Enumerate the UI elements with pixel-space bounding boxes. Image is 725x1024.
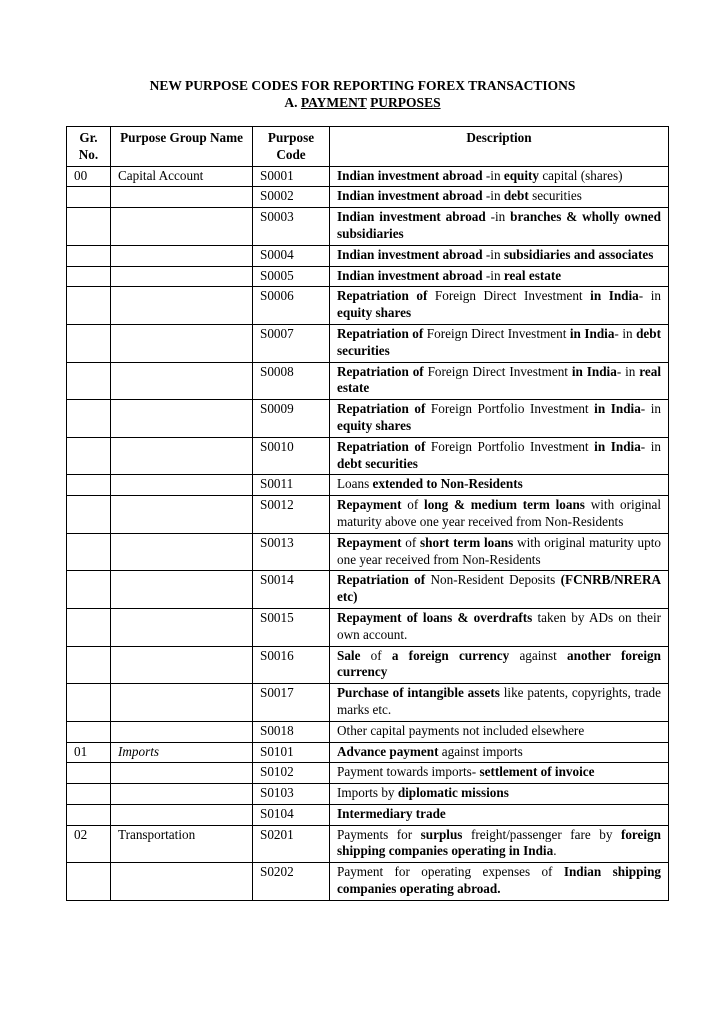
- cell-gr-no: 02: [67, 825, 111, 863]
- header-purpose-group-name: Purpose Group Name: [111, 127, 253, 167]
- cell-description: [330, 287, 669, 325]
- cell-gr-no: [67, 187, 111, 208]
- description-segment: against imports: [438, 743, 523, 759]
- table-row: [67, 863, 669, 901]
- table-row: [67, 784, 669, 805]
- cell-purpose-group-name: [111, 187, 253, 208]
- cell-purpose-code: S0005: [253, 266, 330, 287]
- description-segment: Foreign Direct Investment: [423, 363, 572, 379]
- cell-purpose-code: S0012: [253, 496, 330, 534]
- cell-purpose-group-name: Capital Account: [111, 166, 253, 187]
- cell-purpose-code: S0103: [253, 784, 330, 805]
- cell-gr-no: 01: [67, 742, 111, 763]
- cell-gr-no: 00: [67, 166, 111, 187]
- table-row: [67, 362, 669, 400]
- description-segment: in India: [569, 325, 615, 341]
- table-row: [67, 437, 669, 475]
- table-row: [67, 721, 669, 742]
- description-segment: - in: [638, 288, 661, 304]
- cell-purpose-code: S0007: [253, 324, 330, 362]
- cell-gr-no: [67, 608, 111, 646]
- description-segment: Indian investment abroad: [337, 267, 483, 283]
- cell-description: [330, 187, 669, 208]
- cell-gr-no: [67, 208, 111, 246]
- description-segment: -in: [482, 246, 504, 262]
- description-segment: Other capital payments not included elsewhere: [337, 722, 585, 738]
- cell-gr-no: [67, 245, 111, 266]
- description-segment: -in: [485, 209, 511, 225]
- description-segment: real estate: [503, 267, 562, 283]
- description-segment: diplomatic missions: [397, 785, 509, 801]
- cell-purpose-group-name: [111, 400, 253, 438]
- document-subtitle: [0, 95, 725, 111]
- cell-purpose-group-name: [111, 721, 253, 742]
- description-segment: Indian shipping companies operating abroad.: [337, 864, 661, 897]
- description-segment: Indian investment abroad: [337, 188, 483, 204]
- description-segment: Indian investment abroad: [337, 167, 483, 183]
- description-segment: in India: [571, 363, 617, 379]
- description-segment: with original maturity above one year received from Non-Residents: [337, 497, 661, 529]
- cell-purpose-group-name: [111, 571, 253, 609]
- description-segment: Repayment: [337, 497, 402, 513]
- description-segment: Repatriation of: [337, 363, 424, 379]
- cell-purpose-group-name: [111, 763, 253, 784]
- cell-purpose-code: S0104: [253, 804, 330, 825]
- table-row: [67, 496, 669, 534]
- cell-purpose-group-name: [111, 475, 253, 496]
- description-segment: Loans: [337, 476, 373, 492]
- table-row: [67, 187, 669, 208]
- description-segment: Foreign Portfolio Investment: [425, 438, 595, 454]
- description-segment: -in: [482, 267, 504, 283]
- cell-description: [330, 784, 669, 805]
- cell-description: [330, 266, 669, 287]
- cell-purpose-group-name: [111, 804, 253, 825]
- cell-purpose-code: S0009: [253, 400, 330, 438]
- table-row: [67, 608, 669, 646]
- description-segment: Indian investment abroad: [337, 209, 486, 225]
- cell-description: [330, 646, 669, 684]
- description-segment: of: [401, 534, 421, 550]
- cell-gr-no: [67, 437, 111, 475]
- table-row: [67, 400, 669, 438]
- table-row: [67, 475, 669, 496]
- description-segment: like patents, copyrights, trade marks etc.: [337, 685, 661, 717]
- cell-gr-no: [67, 266, 111, 287]
- cell-purpose-code: S0014: [253, 571, 330, 609]
- cell-purpose-group-name: [111, 684, 253, 722]
- table-row: [67, 208, 669, 246]
- description-segment: (FCNRB/NRERA etc): [337, 572, 661, 605]
- description-segment: Imports by: [337, 785, 398, 801]
- cell-gr-no: [67, 804, 111, 825]
- description-segment: another foreign currency: [337, 647, 661, 680]
- cell-description: [330, 742, 669, 763]
- cell-purpose-group-name: [111, 362, 253, 400]
- description-segment: against: [509, 647, 568, 663]
- description-segment: surplus: [420, 826, 463, 842]
- cell-description: [330, 245, 669, 266]
- purpose-codes-table: [66, 126, 669, 901]
- cell-purpose-group-name: Imports: [111, 742, 253, 763]
- subtitle-prefix: A.: [284, 95, 301, 110]
- cell-purpose-code: S0018: [253, 721, 330, 742]
- cell-description: [330, 208, 669, 246]
- description-segment: in India: [594, 438, 641, 454]
- description-segment: subsidiaries and associates: [503, 246, 654, 262]
- subtitle-word-payment: PAYMENT: [300, 95, 367, 110]
- table-row: [67, 571, 669, 609]
- cell-purpose-code: S0001: [253, 166, 330, 187]
- cell-purpose-code: S0101: [253, 742, 330, 763]
- cell-description: [330, 721, 669, 742]
- cell-gr-no: [67, 721, 111, 742]
- cell-purpose-group-name: [111, 863, 253, 901]
- description-segment: equity: [503, 167, 540, 183]
- description-segment: debt securities: [337, 455, 418, 471]
- header-purpose-code: Purpose Code: [253, 127, 330, 167]
- table-body: [67, 166, 669, 900]
- table-row: [67, 646, 669, 684]
- description-segment: Repatriation of: [337, 288, 428, 304]
- description-segment: -in: [482, 188, 504, 204]
- cell-gr-no: [67, 571, 111, 609]
- cell-purpose-group-name: [111, 784, 253, 805]
- cell-purpose-code: S0008: [253, 362, 330, 400]
- description-segment: capital (shares): [539, 167, 623, 183]
- cell-purpose-code: S0002: [253, 187, 330, 208]
- description-segment: Repayment: [337, 534, 402, 550]
- header-gr-no: Gr. No.: [67, 127, 111, 167]
- table-row: [67, 166, 669, 187]
- cell-gr-no: [67, 533, 111, 571]
- description-segment: Sale: [337, 647, 361, 663]
- cell-purpose-group-name: [111, 266, 253, 287]
- table-row: [67, 804, 669, 825]
- cell-purpose-code: S0202: [253, 863, 330, 901]
- cell-description: [330, 166, 669, 187]
- description-segment: taken by ADs on their own account.: [337, 609, 661, 642]
- cell-purpose-group-name: Transportation: [111, 825, 253, 863]
- description-segment: of: [401, 497, 425, 513]
- cell-purpose-group-name: [111, 245, 253, 266]
- cell-purpose-code: S0017: [253, 684, 330, 722]
- description-segment: -in: [482, 167, 504, 183]
- description-segment: securities: [528, 188, 582, 204]
- description-segment: Purchase of intangible assets: [337, 685, 500, 701]
- cell-description: [330, 863, 669, 901]
- description-segment: debt securities: [337, 325, 661, 358]
- cell-description: [330, 533, 669, 571]
- description-segment: Repatriation of: [337, 325, 424, 341]
- cell-description: [330, 763, 669, 784]
- cell-purpose-code: S0004: [253, 245, 330, 266]
- description-segment: extended to Non-Residents: [372, 476, 523, 492]
- cell-description: [330, 437, 669, 475]
- description-segment: Advance payment: [337, 743, 439, 759]
- description-segment: Repayment of loans & overdrafts: [337, 609, 533, 625]
- description-segment: in India: [590, 288, 639, 304]
- table-row: [67, 684, 669, 722]
- cell-purpose-group-name: [111, 608, 253, 646]
- description-segment: Repatriation of: [337, 401, 426, 417]
- description-segment: a foreign currency: [391, 647, 510, 663]
- description-segment: of: [360, 647, 392, 663]
- cell-description: [330, 571, 669, 609]
- cell-gr-no: [67, 362, 111, 400]
- description-segment: equity shares: [337, 417, 412, 433]
- cell-gr-no: [67, 400, 111, 438]
- table-row: [67, 324, 669, 362]
- table-row: [67, 533, 669, 571]
- cell-description: [330, 825, 669, 863]
- description-segment: Foreign Direct Investment: [423, 325, 570, 341]
- cell-purpose-code: S0102: [253, 763, 330, 784]
- description-segment: Foreign Direct Investment: [427, 288, 591, 304]
- description-segment: settlement of invoice: [479, 764, 595, 780]
- description-segment: - in: [616, 363, 640, 379]
- description-segment: in India: [594, 401, 641, 417]
- cell-gr-no: [67, 475, 111, 496]
- cell-purpose-code: S0010: [253, 437, 330, 475]
- description-segment: short term loans: [420, 534, 514, 550]
- table-row: [67, 763, 669, 784]
- description-segment: Payments for: [337, 826, 421, 842]
- cell-description: [330, 804, 669, 825]
- description-segment: debt: [503, 188, 529, 204]
- description-segment: long & medium term loans: [424, 497, 585, 513]
- cell-gr-no: [67, 684, 111, 722]
- description-segment: - in: [614, 325, 637, 341]
- cell-gr-no: [67, 784, 111, 805]
- cell-purpose-code: S0003: [253, 208, 330, 246]
- description-segment: - in: [640, 438, 662, 454]
- description-segment: Repatriation of: [337, 572, 426, 588]
- description-segment: branches & wholly owned subsidiaries: [337, 209, 661, 241]
- header-description: Description: [330, 127, 669, 167]
- description-segment: with original maturity upto one year received from Non-Residents: [337, 534, 661, 567]
- description-segment: Non-Resident Deposits: [425, 572, 561, 588]
- description-segment: Payment towards imports-: [337, 764, 480, 780]
- cell-description: [330, 400, 669, 438]
- cell-purpose-code: S0016: [253, 646, 330, 684]
- table-row: [67, 266, 669, 287]
- description-segment: equity shares: [337, 305, 412, 321]
- cell-description: [330, 362, 669, 400]
- cell-purpose-code: S0201: [253, 825, 330, 863]
- table-row: [67, 245, 669, 266]
- cell-gr-no: [67, 863, 111, 901]
- cell-gr-no: [67, 287, 111, 325]
- cell-purpose-group-name: [111, 496, 253, 534]
- subtitle-word-purposes: PURPOSES: [370, 95, 441, 110]
- description-segment: freight/passenger fare by: [462, 826, 621, 842]
- table-row: [67, 825, 669, 863]
- description-segment: Indian investment abroad: [337, 246, 483, 262]
- cell-gr-no: [67, 646, 111, 684]
- cell-description: [330, 496, 669, 534]
- cell-gr-no: [67, 324, 111, 362]
- cell-purpose-group-name: [111, 437, 253, 475]
- description-segment: foreign shipping companies operating in India: [337, 826, 661, 859]
- cell-purpose-group-name: [111, 208, 253, 246]
- cell-description: [330, 324, 669, 362]
- cell-purpose-group-name: [111, 324, 253, 362]
- description-segment: Payment for operating expenses of: [337, 864, 564, 880]
- cell-description: [330, 475, 669, 496]
- cell-purpose-code: S0011: [253, 475, 330, 496]
- cell-purpose-group-name: [111, 287, 253, 325]
- cell-purpose-code: S0006: [253, 287, 330, 325]
- cell-gr-no: [67, 496, 111, 534]
- description-segment: - in: [640, 401, 662, 417]
- cell-purpose-code: S0015: [253, 608, 330, 646]
- description-segment: Repatriation of: [337, 438, 426, 454]
- table-header-row: [67, 127, 669, 167]
- cell-purpose-group-name: [111, 533, 253, 571]
- cell-purpose-code: S0013: [253, 533, 330, 571]
- description-segment: Intermediary trade: [337, 805, 446, 821]
- description-segment: Foreign Portfolio Investment: [425, 401, 595, 417]
- table-row: [67, 287, 669, 325]
- cell-description: [330, 684, 669, 722]
- document-title: NEW PURPOSE CODES FOR REPORTING FOREX TRANSACTIONS: [149, 78, 576, 93]
- description-segment: real estate: [337, 363, 662, 396]
- description-segment: .: [553, 843, 557, 859]
- cell-gr-no: [67, 763, 111, 784]
- cell-description: [330, 608, 669, 646]
- table-row: [67, 742, 669, 763]
- cell-purpose-group-name: [111, 646, 253, 684]
